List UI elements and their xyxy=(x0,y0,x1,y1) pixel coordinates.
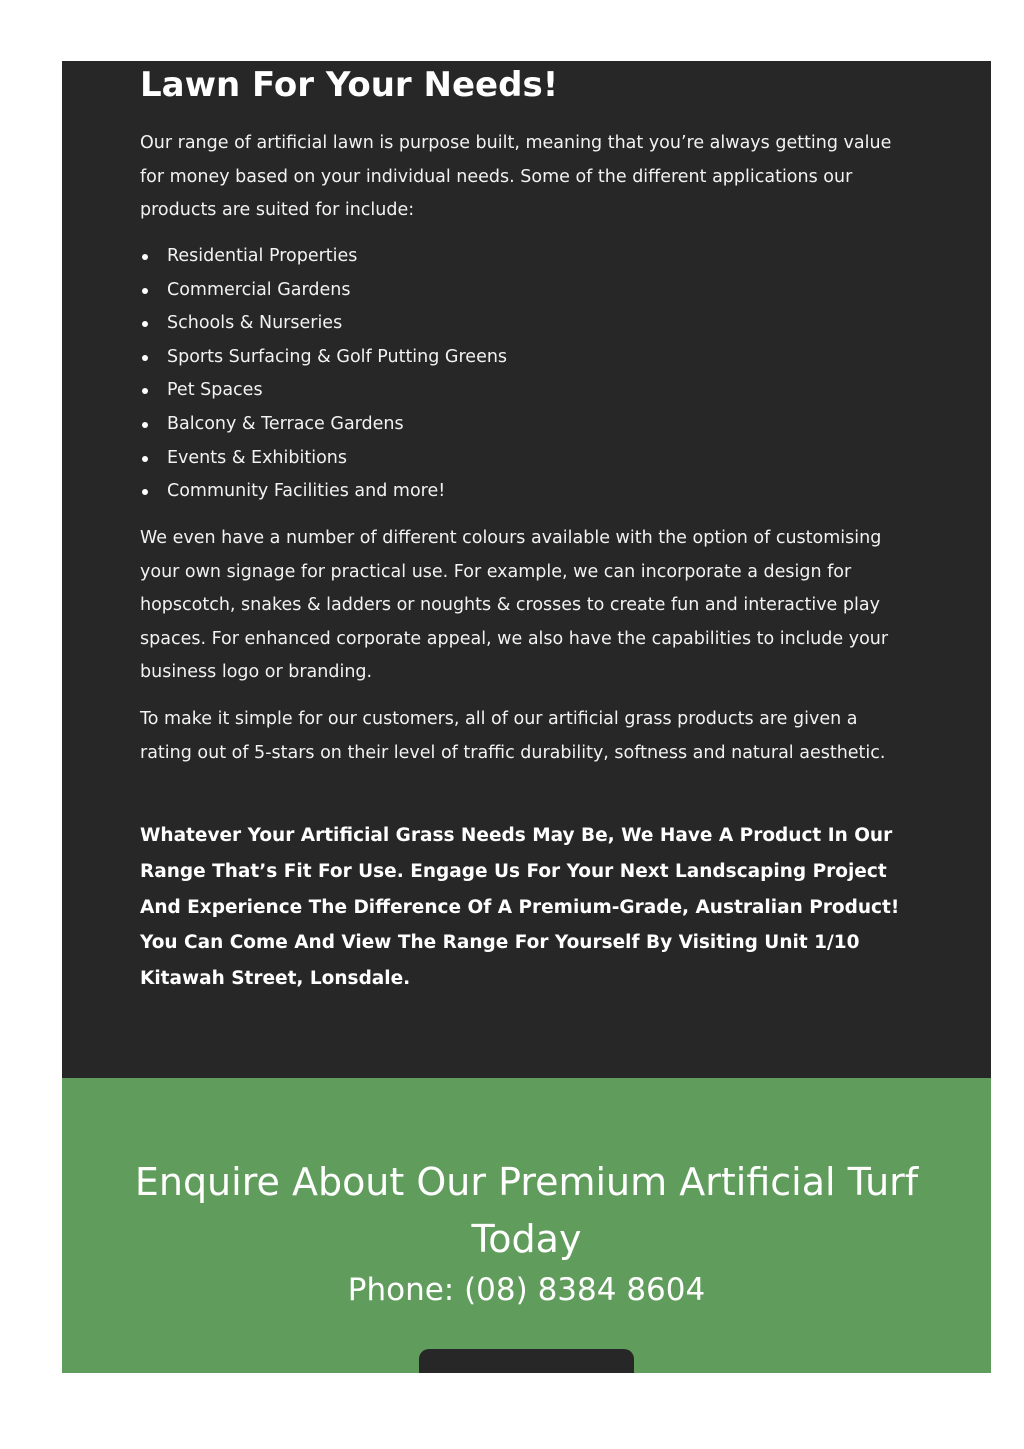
rating-paragraph: To make it simple for our customers, all of our artificial grass products are given a rating out of 5-stars on their level of traffic durability, softness and natural aesthetic. xyxy=(140,709,886,763)
intro-paragraph: Our range of artificial lawn is purpose built, meaning that you’re always getting value for money based on your individual needs. Some of the different applications our products are suited for include: xyxy=(140,133,892,220)
list-item-label: Commercial Gardens xyxy=(167,279,351,300)
list-item xyxy=(140,341,910,375)
phone-number[interactable]: Phone: (08) 8384 8604 xyxy=(347,1272,706,1308)
bullet-icon xyxy=(142,355,148,361)
section-title: Lawn For Your Needs! xyxy=(140,65,559,105)
callout-text: Whatever Your Artificial Grass Needs May Be, We Have A Product In Our Range That’s Fit For Use. Engage Us For Your Next Landscaping Project And Experience The Difference Of A Premium-Grade, Australian Product! You Can Come And View The Range For Yourself By Visiting Unit 1/10 Kitawah Street, Lonsdale. xyxy=(140,825,900,990)
list-item-label: Schools & Nurseries xyxy=(167,313,343,334)
list-item xyxy=(140,274,910,308)
bullet-icon xyxy=(142,254,148,260)
bullet-icon xyxy=(142,388,148,394)
list-item xyxy=(140,408,910,442)
list-item-label: Pet Spaces xyxy=(167,380,263,401)
bullet-icon xyxy=(142,456,148,462)
list-item-label: Balcony & Terrace Gardens xyxy=(167,413,404,434)
list-item xyxy=(140,442,910,476)
bullet-icon xyxy=(142,321,148,327)
enquire-button[interactable] xyxy=(419,1349,634,1373)
bullet-icon xyxy=(142,422,148,428)
list-item-label: Community Facilities and more! xyxy=(167,481,446,502)
list-item xyxy=(140,475,910,509)
bullet-icon xyxy=(142,489,148,495)
enquiry-section xyxy=(62,1078,991,1373)
colours-paragraph: We even have a number of different colours available with the option of customising your own signage for practical use. For example, we can incorporate a design for hopscotch, snakes & ladders or noughts & crosses to create fun and interactive play spaces. For enhanced corporate appeal, we also have the capabilities to include your business logo or branding. xyxy=(140,528,889,682)
list-item xyxy=(140,374,910,408)
list-item-label: Residential Properties xyxy=(167,246,358,266)
list-item xyxy=(140,240,910,274)
list-item-label: Events & Exhibitions xyxy=(167,447,347,468)
list-item xyxy=(140,307,910,341)
enquiry-title: Enquire About Our Premium Artificial Turf Today xyxy=(134,1160,919,1261)
bullet-icon xyxy=(142,288,148,294)
applications-list xyxy=(140,240,910,509)
product-info-section xyxy=(62,61,991,1078)
list-item-label: Sports Surfacing & Golf Putting Greens xyxy=(167,346,508,367)
